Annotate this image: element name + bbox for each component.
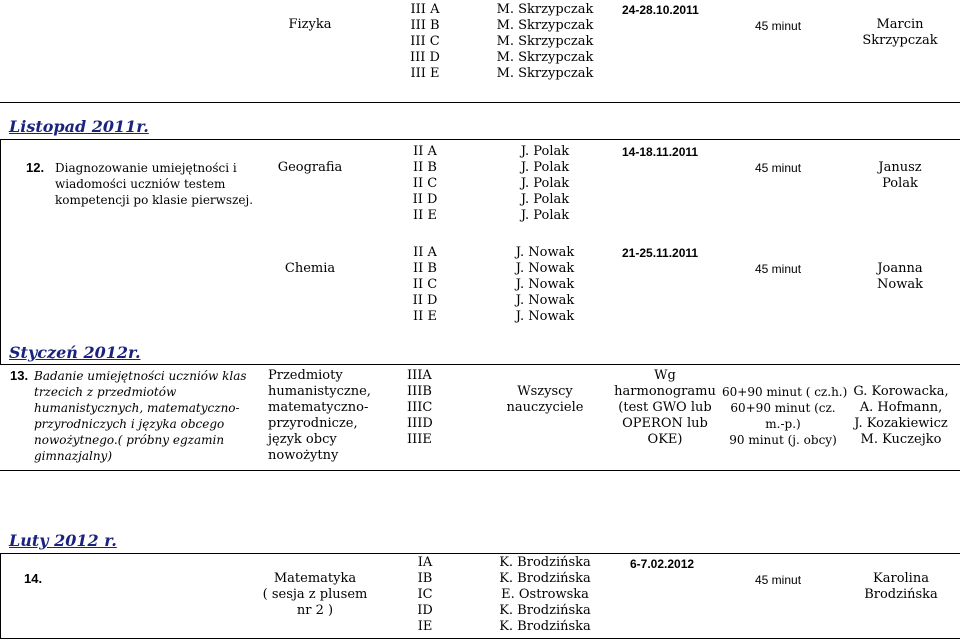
row-number: 13. (10, 368, 29, 383)
table-border (0, 470, 960, 471)
class-item: IA (417, 555, 433, 570)
class-item: III A (410, 2, 440, 17)
duration-line: m.-p.) (765, 417, 801, 431)
teacher-item: M. Skrzypczak (496, 2, 594, 17)
class-item: IIIB (407, 384, 432, 399)
class-item: IE (417, 619, 433, 634)
topic-line: wiadomości uczniów testem (55, 177, 226, 191)
duration-matematyka: 45 minut (755, 573, 802, 587)
date-gimnazjalny (610, 368, 720, 448)
coordinator-line: Karolina (873, 571, 929, 586)
class-list (385, 144, 465, 224)
class-item: IIIA (407, 368, 432, 383)
topic-line: kompetencji po klasie pierwszej. (55, 193, 254, 207)
teacher-item: M. Skrzypczak (496, 18, 594, 33)
class-item: II B (413, 160, 437, 175)
class-item: II C (412, 176, 438, 191)
subject-matematyka (255, 571, 375, 619)
subject-line: ( sesja z plusem (262, 587, 368, 602)
coordinator-line: A. Hofmann, (859, 400, 943, 415)
teacher-item: J. Nowak (515, 261, 575, 276)
topic-line: gimnazjalny) (34, 449, 113, 463)
teacher-item: J. Nowak (515, 245, 575, 260)
subject-line: język obcy (268, 432, 337, 447)
class-item: II A (413, 144, 437, 159)
subject-fizyka: Fizyka (288, 17, 332, 32)
month-heading-luty: Luty 2012 r. (9, 531, 117, 550)
topic-line: trzecich z przedmiotów (34, 385, 177, 399)
table-border (0, 139, 1, 364)
coordinator-line: G. Korowacka, (853, 384, 949, 399)
coordinator-line: M. Kuczejko (860, 432, 942, 447)
coordinator-line: Nowak (877, 277, 923, 292)
teacher-item: K. Brodzińska (499, 571, 591, 586)
topic-geografia (55, 160, 255, 208)
coordinator-line: Brodzińska (864, 587, 938, 602)
teacher-item: J. Polak (520, 208, 570, 223)
teacher-item: J. Polak (520, 160, 570, 175)
date-line: OKE) (647, 432, 683, 447)
topic-line: Badanie umiejętności uczniów klas (34, 369, 247, 383)
class-item: II A (413, 245, 437, 260)
table-border (0, 553, 960, 554)
teacher-item: J. Nowak (515, 293, 575, 308)
coordinator-line: Polak (882, 176, 918, 191)
class-item: II B (413, 261, 437, 276)
subject-geografia: Geografia (277, 160, 343, 175)
coordinator-fizyka (850, 17, 950, 49)
teacher-item: M. Skrzypczak (496, 66, 594, 81)
teacher-item: J. Nowak (515, 309, 575, 324)
class-list (385, 2, 465, 82)
coordinator-gimnazjalny (846, 384, 956, 448)
date-line: harmonogramu (614, 384, 716, 399)
duration-gimnazjalny (722, 384, 848, 448)
class-list (385, 555, 465, 635)
class-item: ID (417, 603, 433, 618)
coordinator-chemia (850, 261, 950, 293)
teacher-item: J. Nowak (515, 277, 575, 292)
class-item: II E (413, 309, 437, 324)
teacher-item: J. Polak (520, 192, 570, 207)
teacher-list (490, 384, 600, 416)
class-item: II D (412, 293, 438, 308)
teacher-item: M. Skrzypczak (496, 34, 594, 49)
duration-line: 90 minut (j. obcy) (729, 433, 837, 447)
class-item: IIID (407, 416, 433, 431)
subject-line: Matematyka (273, 571, 357, 586)
coordinator-line: J. Kozakiewicz (854, 416, 948, 431)
class-list (407, 368, 467, 448)
table-border (0, 364, 960, 365)
date-fizyka: 24-28.10.2011 (622, 3, 699, 17)
table-border (0, 139, 960, 140)
teacher-list (490, 245, 600, 325)
teacher-item: K. Brodzińska (499, 555, 591, 570)
subject-line: nr 2 ) (296, 603, 334, 618)
topic-gimnazjalny (34, 368, 254, 464)
class-item: III E (410, 66, 440, 81)
month-heading-listopad: Listopad 2011r. (9, 117, 149, 136)
date-chemia: 21-25.11.2011 (622, 246, 699, 260)
teacher-list (490, 2, 600, 82)
coordinator-line: Skrzypczak (862, 33, 938, 48)
class-item: II E (413, 208, 437, 223)
table-border (0, 102, 960, 103)
month-heading-styczen: Styczeń 2012r. (9, 343, 141, 362)
date-line: (test GWO lub (618, 400, 712, 415)
topic-line: Diagnozowanie umiejętności i (55, 161, 237, 175)
coordinator-line: Marcin (876, 17, 924, 32)
coordinator-matematyka (846, 571, 956, 603)
duration-fizyka: 45 minut (755, 19, 802, 33)
class-item: IIIC (407, 400, 433, 415)
class-item: IB (417, 571, 433, 586)
coordinator-line: Janusz (878, 160, 922, 175)
duration-chemia: 45 minut (755, 262, 802, 276)
class-item: III B (410, 18, 440, 33)
class-item: IC (417, 587, 433, 602)
subject-line: humanistyczne, (268, 384, 371, 399)
duration-line: 60+90 minut (cz. (730, 401, 836, 415)
table-border (0, 553, 1, 638)
table-border (0, 638, 960, 639)
subject-line: Przedmioty (268, 368, 343, 383)
subject-line: nowożytny (268, 448, 339, 463)
topic-line: humanistycznych, matematyczno- (34, 401, 240, 415)
row-number: 12. (26, 160, 45, 175)
row-number: 14. (24, 571, 43, 586)
date-matematyka: 6-7.02.2012 (630, 557, 695, 571)
teacher-list (490, 144, 600, 224)
class-item: IIIE (407, 432, 432, 447)
class-item: II D (412, 192, 438, 207)
coordinator-geografia (850, 160, 950, 192)
teacher-item: K. Brodzińska (499, 603, 591, 618)
duration-geografia: 45 minut (755, 161, 802, 175)
topic-line: nowożytnego.( próbny egzamin (34, 433, 225, 447)
subject-line: matematyczno- (268, 400, 369, 415)
teacher-item: nauczyciele (506, 400, 584, 415)
subject-line: przyrodnicze, (268, 416, 358, 431)
topic-line: przyrodniczych i języka obcego (34, 417, 225, 431)
coordinator-line: Joanna (877, 261, 923, 276)
subject-chemia: Chemia (284, 261, 336, 276)
teacher-item: K. Brodzińska (499, 619, 591, 634)
class-list (385, 245, 465, 325)
teacher-item: E. Ostrowska (501, 587, 589, 602)
duration-line: 60+90 minut ( cz.h.) (722, 385, 848, 399)
date-line: OPERON lub (622, 416, 708, 431)
teacher-item: Wszyscy (517, 384, 573, 399)
class-item: III D (410, 50, 440, 65)
teacher-item: J. Polak (520, 144, 570, 159)
teacher-item: J. Polak (520, 176, 570, 191)
teacher-item: M. Skrzypczak (496, 50, 594, 65)
date-line: Wg (654, 368, 676, 383)
teacher-list (490, 555, 600, 635)
class-item: II C (412, 277, 438, 292)
subject-gimnazjalny (268, 368, 378, 464)
date-geografia: 14-18.11.2011 (622, 145, 699, 159)
class-item: III C (410, 34, 440, 49)
